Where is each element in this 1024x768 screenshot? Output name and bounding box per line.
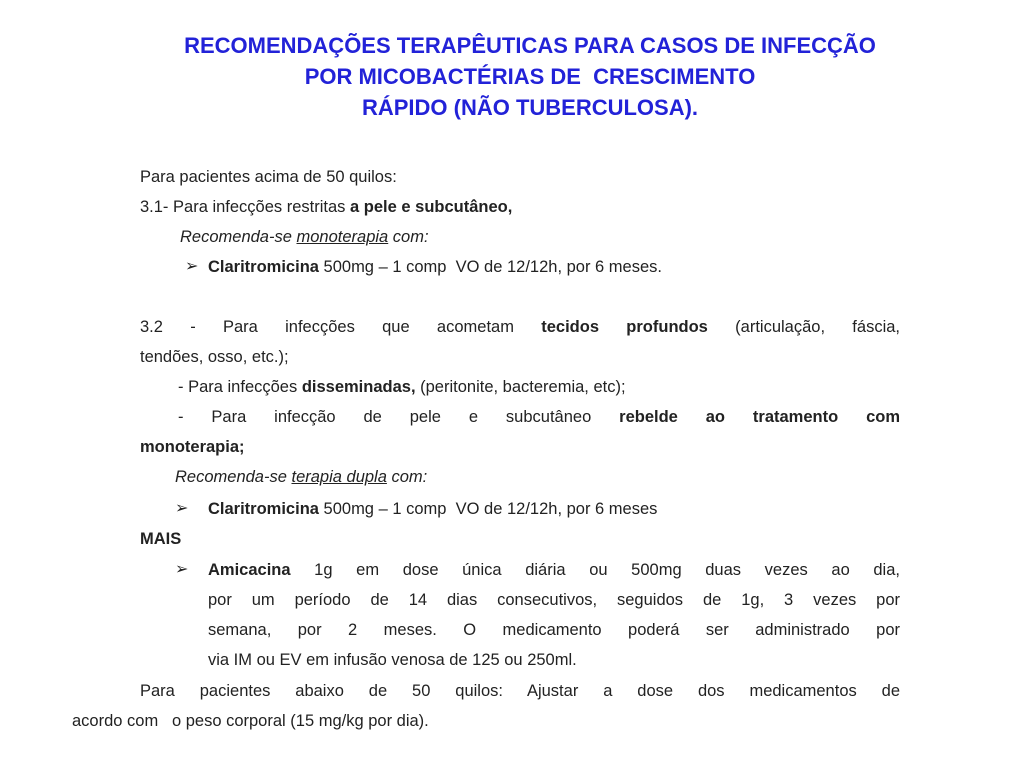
title-line-1: RECOMENDAÇÕES TERAPÊUTICAS PARA CASOS DE INFECÇÃO: [184, 33, 876, 58]
intro-line: Para pacientes acima de 50 quilos:: [140, 168, 397, 186]
claritromicina-line-2: Claritromicina 500mg – 1 comp VO de 12/12h, por 6 meses: [208, 500, 658, 518]
title-line-3: RÁPIDO (NÃO TUBERCULOSA).: [361, 95, 699, 120]
recommendation-monotherapy: Recomenda-se monoterapia com:: [180, 228, 429, 246]
claritromicina-line-1: Claritromicina 500mg – 1 comp VO de 12/12h, por 6 meses.: [208, 258, 662, 276]
footer-line-2: acordo com o peso corporal (15 mg/kg por dia).: [72, 712, 429, 730]
recommendation-dual-therapy: Recomenda-se terapia dupla com:: [175, 468, 428, 486]
footer-line-1: Para pacientes abaixo de 50 quilos: Ajustar a dose dos medicamentos de: [140, 682, 900, 700]
section-3-2-heading: 3.2 - Para infecções que acometam tecidos profundos (articulação, fáscia,: [140, 318, 900, 336]
title-line-2: POR MICOBACTÉRIAS DE CRESCIMENTO: [304, 64, 756, 89]
section-3-1-heading: 3.1- Para infecções restritas a pele e subcutâneo,: [140, 198, 513, 216]
refractory-line: - Para infecção de pele e subcutâneo rebelde ao tratamento com: [178, 408, 900, 426]
amicacina-line-3: semana, por 2 meses. O medicamento poderá ser administrado por: [208, 621, 900, 639]
monotherapy-line: monoterapia;: [140, 438, 245, 456]
amicacina-line-4: via IM ou EV em infusão venosa de 125 ou 250ml.: [208, 651, 577, 669]
mais-label: MAIS: [140, 530, 182, 548]
amicacina-line-2: por um período de 14 dias consecutivos, seguidos de 1g, 3 vezes por: [208, 591, 900, 609]
section-3-2-line-2: tendões, osso, etc.);: [140, 348, 289, 366]
disseminated-line: - Para infecções disseminadas, (peritonite, bacteremia, etc);: [178, 378, 626, 396]
amicacina-line-1: Amicacina 1g em dose única diária ou 500mg duas vezes ao dia,: [208, 561, 900, 579]
arrow-bullet-icon: ➢: [175, 561, 189, 578]
arrow-bullet-icon: ➢: [175, 500, 189, 517]
arrow-bullet-icon: ➢: [185, 258, 199, 275]
